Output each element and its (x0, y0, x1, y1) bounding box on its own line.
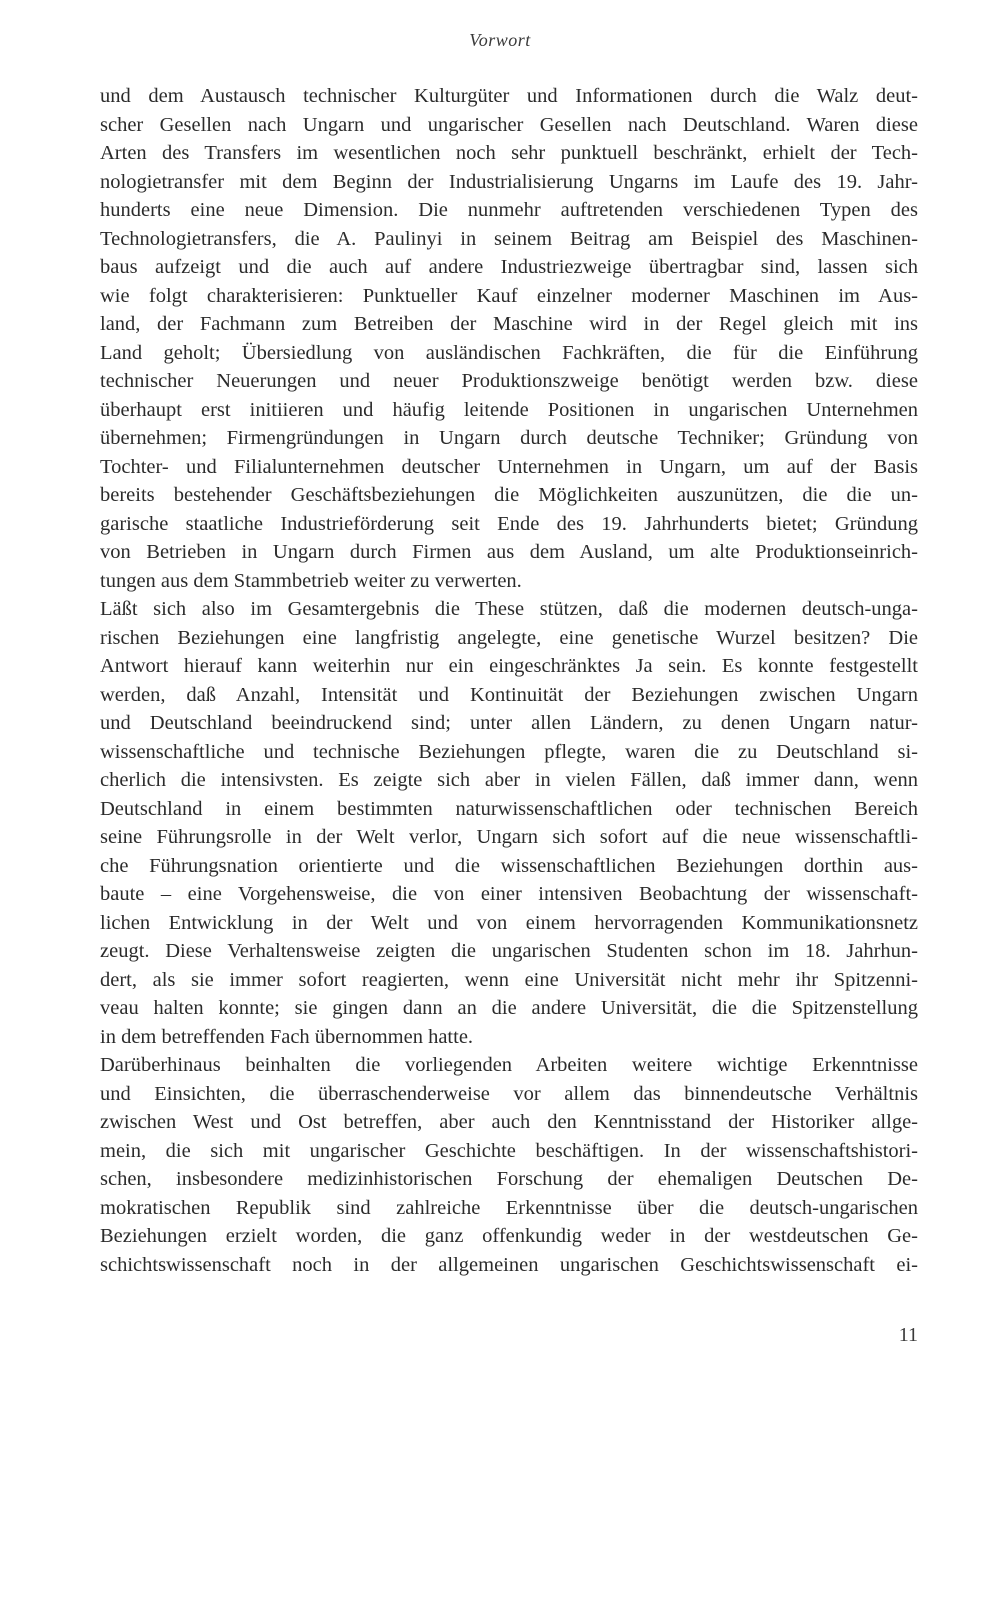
text-line: und Einsichten, die überraschenderweise vor allem das binnendeutsche Verhältnis (100, 1082, 918, 1105)
text-line: zeugt. Diese Verhaltensweise zeigten die ungarischen Studenten schon im 18. Jahrhun- (100, 940, 918, 962)
text-line: veau halten konnte; sie gingen dann an die andere Universität, die die Spitzenstellung (100, 997, 918, 1019)
text-line: technischer Neuerungen und neuer Produktionszweige benötigt werden bzw. diese (100, 370, 918, 392)
text-line: und dem Austausch technischer Kulturgüter und Informationen durch die Walz deut- (100, 85, 918, 107)
text-line: seine Führungsrolle in der Welt verlor, Ungarn sich sofort auf die neue wissenschaftli- (100, 826, 918, 848)
text-line: cherlich die intensivsten. Es zeigte sich aber in vielen Fällen, daß immer dann, wenn (100, 769, 918, 791)
text-line: Tochter- und Filialunternehmen deutscher Unternehmen in Ungarn, um auf der Basis (100, 455, 918, 478)
text-line: zwischen West und Ost betreffen, aber auch den Kenntnisstand der Historiker allge- (100, 1111, 918, 1133)
text-line: schichtswissenschaft noch in der allgemeinen ungarischen Geschichtswissenschaft ei- (100, 1253, 918, 1276)
text-line: Arten des Transfers im wesentlichen noch sehr punktuell beschränkt, erhielt der Tech- (100, 142, 918, 164)
text-line: werden, daß Anzahl, Intensität und Kontinuität der Beziehungen zwischen Ungarn (100, 683, 918, 706)
text-line: wie folgt charakterisieren: Punktueller Kauf einzelner moderner Maschinen im Aus- (100, 284, 918, 307)
text-line: lichen Entwicklung in der Welt und von einem hervorragenden Kommunikationsnetz (100, 911, 918, 934)
text-line: übernehmen; Firmengründungen in Ungarn durch deutsche Techniker; Gründung von (100, 427, 918, 449)
text-line: baute – eine Vorgehensweise, die von einer intensiven Beobachtung der wissenschaft- (100, 883, 918, 905)
text-line: mein, die sich mit ungarischer Geschichte beschäftigen. In der wissenschaftshistori- (100, 1139, 918, 1162)
text-line: scher Gesellen nach Ungarn und ungarischer Gesellen nach Deutschland. Waren diese (100, 113, 918, 136)
text-line: tungen aus dem Stammbetrieb weiter zu verwerten. (100, 569, 522, 592)
page-number: 11 (898, 1324, 918, 1346)
text-line: mokratischen Republik sind zahlreiche Erkenntnisse über die deutsch-ungarischen (100, 1196, 918, 1219)
text-line: wissenschaftliche und technische Beziehungen pflegte, waren die zu Deutschland si- (100, 740, 918, 763)
text-line: rischen Beziehungen eine langfristig angelegte, eine genetische Wurzel besitzen? Die (100, 626, 918, 649)
text-line: dert, als sie immer sofort reagierten, wenn eine Universität nicht mehr ihr Spitzenni- (100, 968, 918, 991)
text-line: Technologietransfers, die A. Paulinyi in seinem Beitrag am Beispiel des Maschinen- (100, 227, 918, 250)
running-head: Vorwort (469, 30, 531, 50)
text-line: von Betrieben in Ungarn durch Firmen aus dem Ausland, um alte Produktionseinrich- (100, 541, 918, 563)
text-line: nologietransfer mit dem Beginn der Industrialisierung Ungarns im Laufe des 19. Jahr- (100, 170, 918, 193)
text-line: schen, insbesondere medizinhistorischen Forschung der ehemaligen Deutschen De- (100, 1168, 918, 1190)
body-text (100, 82, 918, 1279)
text-line: Darüberhinaus beinhalten die vorliegenden Arbeiten weitere wichtige Erkenntnisse (100, 1054, 918, 1076)
text-line: land, der Fachmann zum Betreiben der Maschine wird in der Regel gleich mit ins (100, 313, 918, 335)
text-line: und Deutschland beeindruckend sind; unter allen Ländern, zu denen Ungarn natur- (100, 712, 918, 734)
text-line: Deutschland in einem bestimmten naturwissenschaftlichen oder technischen Bereich (100, 797, 918, 820)
text-line: in dem betreffenden Fach übernommen hatte. (100, 1025, 474, 1048)
text-line: Land geholt; Übersiedlung von ausländischen Fachkräften, die für die Einführung (100, 341, 918, 364)
text-line: überhaupt erst initiieren und häufig leitende Positionen in ungarischen Unternehmen (100, 398, 918, 421)
text-line: hunderts eine neue Dimension. Die nunmehr auftretenden verschiedenen Typen des (100, 199, 918, 221)
text-line: garische staatliche Industrieförderung seit Ende des 19. Jahrhunderts bietet; Gründung (100, 512, 918, 535)
text-line: Antwort hierauf kann weiterhin nur ein eingeschränktes Ja sein. Es konnte festgestellt (100, 655, 918, 677)
text-line: che Führungsnation orientierte und die wissenschaftlichen Beziehungen dorthin aus- (100, 854, 918, 877)
text-line: Läßt sich also im Gesamtergebnis die These stützen, daß die modernen deutsch-unga- (100, 598, 918, 620)
text-line: bereits bestehender Geschäftsbeziehungen die Möglichkeiten auszunützen, die die un- (100, 484, 918, 506)
text-line: Beziehungen erzielt worden, die ganz offenkundig weder in der westdeutschen Ge- (100, 1225, 918, 1247)
text-line: baus aufzeigt und die auch auf andere Industriezweige übertragbar sind, lassen sich (100, 256, 918, 278)
